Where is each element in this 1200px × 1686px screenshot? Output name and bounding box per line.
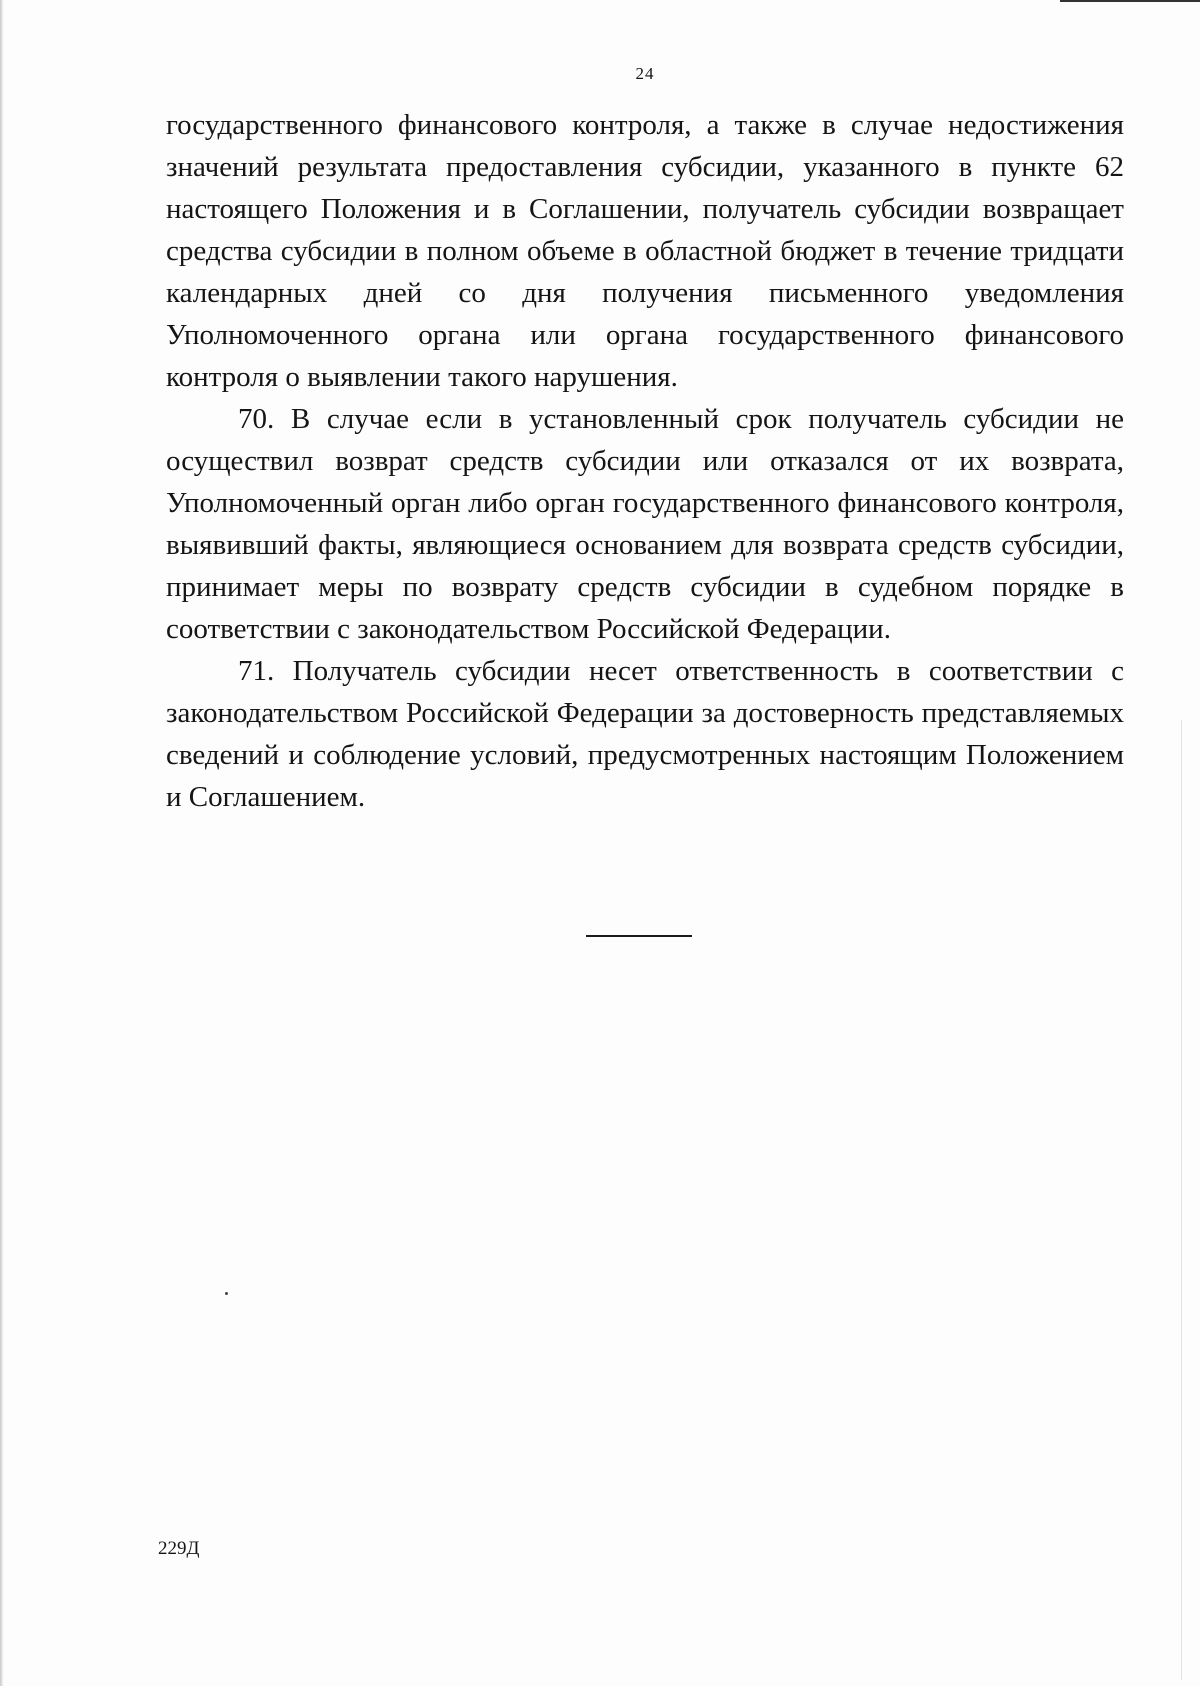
paragraph-71: 71. Получатель субсидии несет ответственность в соответствии с законодательством Российской Федерации за достоверность представляемых сведений и соблюдение условий, предусмотренных настоящим Положением и Соглашением. bbox=[166, 655, 1124, 813]
paragraph-70: 70. В случае если в установленный срок получатель субсидии не осуществил возврат средств субсидии или отказался от их возврата, Уполномоченный орган либо орган государственного финансового контроля, выявивший факты, являющиеся основанием для возврата средств субсидии, принимает меры по возврату средств субсидии в судебном порядке в соответствии с законодательством Российской Федерации. bbox=[166, 403, 1124, 645]
scan-edge-left bbox=[0, 0, 3, 1686]
scan-corner-mark bbox=[1060, 0, 1200, 2]
document-code: 229Д bbox=[158, 1538, 200, 1559]
page-number: 24 bbox=[635, 64, 655, 83]
scan-edge-right bbox=[1181, 720, 1182, 1680]
scan-speck bbox=[225, 1292, 228, 1295]
end-divider-line bbox=[586, 935, 692, 937]
paragraph-continuation: государственного финансового контроля, а также в случае недостижения значений результата предоставления субсидии, указанного в пункте 62 настоящего Положения и в Соглашении, получатель субсидии возвращает средства субсидии в полном объеме в областной бюджет в течение тридцати календарных дней со дня получения письменного уведомления Уполномоченного органа или органа государственного финансового контроля о выявлении такого нарушения. bbox=[166, 109, 1124, 393]
document-body bbox=[166, 104, 1124, 818]
